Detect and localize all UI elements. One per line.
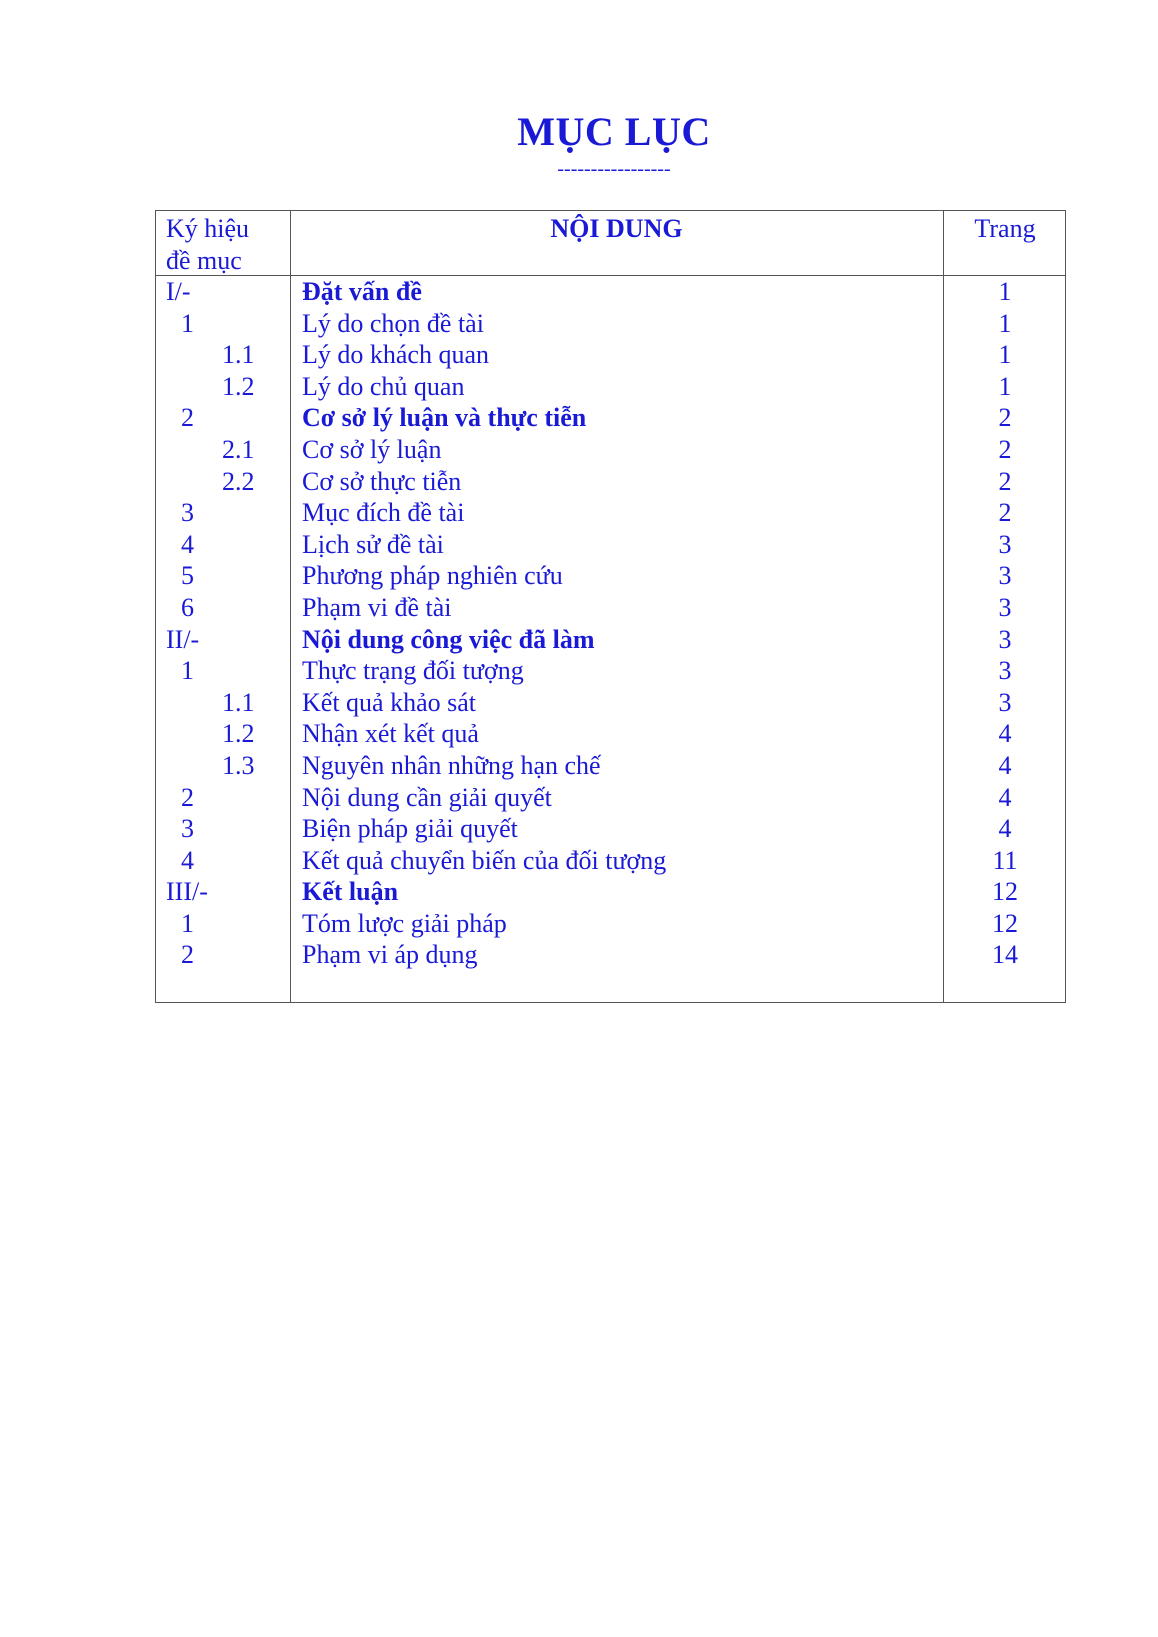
toc-row-page: 2 (998, 466, 1012, 496)
toc-row-title: Lý do khách quan (302, 340, 490, 370)
toc-row-symbol: II/- (166, 624, 200, 654)
toc-row (156, 687, 1065, 719)
toc-row-title: Thực trạng đối tượng (302, 656, 524, 686)
toc-row-title: Cơ sở thực tiễn (302, 466, 462, 496)
toc-row-symbol: 1.1 (222, 687, 255, 717)
toc-row-title: Nhận xét kết quả (302, 719, 479, 749)
toc-row-title: Đặt vấn đề (302, 277, 422, 306)
toc-row-symbol: 1 (181, 908, 194, 938)
toc-row-page: 3 (998, 592, 1012, 622)
toc-row-page: 3 (998, 561, 1012, 591)
toc-row (156, 592, 1065, 624)
header-page: Trang (974, 214, 1036, 243)
toc-rows (156, 276, 1065, 971)
toc-row (156, 276, 1065, 308)
toc-row-page: 12 (992, 908, 1018, 938)
toc-row-symbol: 3 (181, 814, 194, 844)
toc-row-page: 1 (998, 308, 1012, 338)
toc-row-page: 1 (998, 371, 1012, 401)
toc-row-symbol: 1 (181, 656, 194, 686)
toc-row-page: 4 (998, 719, 1012, 749)
toc-row-page: 2 (998, 434, 1012, 464)
toc-row-title: Mục đích đề tài (302, 498, 465, 528)
toc-row (156, 718, 1065, 750)
page-title: MỤC LỤC (517, 109, 711, 154)
toc-row-title: Nội dung công việc đã làm (302, 624, 595, 654)
toc-row-page: 3 (998, 624, 1012, 654)
toc-row-page: 14 (992, 940, 1018, 970)
toc-row (156, 339, 1065, 371)
toc-row (156, 466, 1065, 498)
header-symbol: Ký hiệu đề mục (166, 214, 250, 275)
toc-row-symbol: 1.1 (222, 340, 255, 370)
toc-row-page: 4 (998, 750, 1012, 780)
toc-row-symbol: 1.3 (222, 750, 255, 780)
toc-row-symbol: 4 (181, 529, 194, 559)
toc-row (156, 782, 1065, 814)
toc-row (156, 371, 1065, 403)
toc-row-page: 3 (998, 529, 1012, 559)
toc-row-symbol: 2 (181, 782, 194, 812)
toc-row-page: 1 (998, 277, 1012, 306)
toc-row-page: 2 (998, 498, 1012, 528)
toc-row-page: 11 (992, 845, 1018, 875)
toc-row (156, 560, 1065, 592)
toc-row-symbol: 3 (181, 498, 194, 528)
toc-row-title: Phạm vi đề tài (302, 592, 452, 622)
toc-row-symbol: 2 (181, 940, 194, 970)
toc-row-symbol: 2 (181, 403, 194, 433)
toc-row-symbol: 6 (181, 592, 194, 622)
toc-row (156, 750, 1065, 782)
toc-row-symbol: 1 (181, 308, 194, 338)
toc-row (156, 939, 1065, 971)
toc-row-symbol: I/- (166, 277, 191, 306)
toc-row-title: Tóm lược giải pháp (302, 908, 507, 938)
toc-row (156, 876, 1065, 908)
toc-row-title: Cơ sở lý luận (302, 434, 442, 464)
toc-row-title: Phương pháp nghiên cứu (302, 561, 563, 591)
toc-row-page: 4 (998, 782, 1012, 812)
toc-row-page: 3 (998, 656, 1012, 686)
toc-row-title: Kết quả chuyển biến của đối tượng (302, 845, 667, 875)
toc-row (156, 655, 1065, 687)
toc-row-page: 4 (998, 814, 1012, 844)
toc-row (156, 497, 1065, 529)
table-of-contents (155, 210, 1066, 1003)
toc-row (156, 813, 1065, 845)
toc-row-title: Lý do chủ quan (302, 371, 465, 401)
toc-row-title: Kết quả khảo sát (302, 687, 477, 717)
toc-row-title: Kết luận (302, 877, 399, 907)
toc-row-symbol: 1.2 (222, 371, 255, 401)
toc-row-title: Phạm vi áp dụng (302, 940, 478, 970)
toc-row (156, 908, 1065, 940)
toc-row (156, 402, 1065, 434)
toc-row-symbol: 4 (181, 845, 194, 875)
toc-row-symbol: 1.2 (222, 719, 255, 749)
toc-row-title: Nguyên nhân những hạn chế (302, 750, 601, 780)
toc-row-title: Cơ sở lý luận và thực tiễn (302, 403, 587, 433)
header-content: NỘI DUNG (550, 214, 683, 243)
toc-row (156, 529, 1065, 561)
toc-row-page: 12 (992, 877, 1018, 907)
toc-row-symbol: 5 (181, 561, 194, 591)
toc-row-page: 3 (998, 687, 1012, 717)
toc-row-page: 1 (998, 340, 1012, 370)
toc-row-title: Lịch sử đề tài (302, 529, 444, 559)
toc-row-symbol: 2.2 (222, 466, 255, 496)
toc-row (156, 434, 1065, 466)
toc-row-symbol: III/- (166, 877, 208, 907)
toc-row-title: Lý do chọn đề tài (302, 308, 484, 338)
toc-row-title: Biện pháp giải quyết (302, 814, 518, 844)
toc-row (156, 624, 1065, 656)
title-underline: ----------------- (557, 158, 671, 180)
toc-row (156, 845, 1065, 877)
toc-row-title: Nội dung cần giải quyết (302, 782, 552, 812)
toc-row-symbol: 2.1 (222, 434, 255, 464)
toc-row (156, 308, 1065, 340)
toc-row-page: 2 (998, 403, 1012, 433)
